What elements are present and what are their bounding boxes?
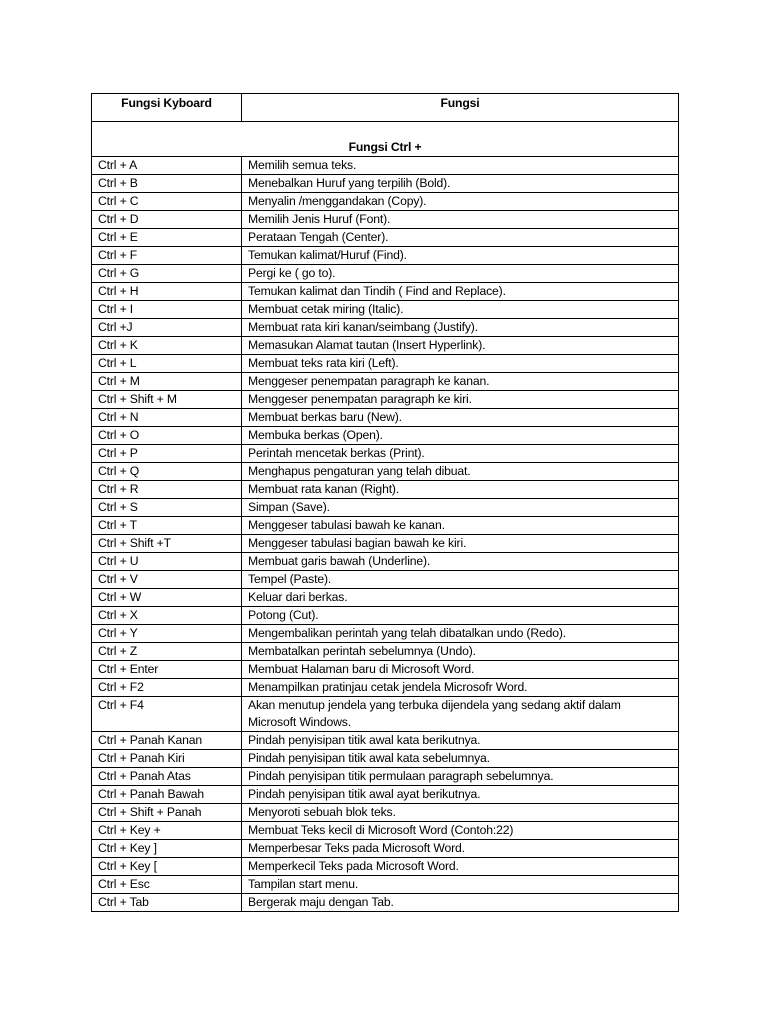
shortcut-key-cell: Ctrl + Z xyxy=(92,643,242,661)
table-row xyxy=(92,894,679,912)
section-title: Fungsi Ctrl + xyxy=(92,122,679,157)
shortcut-key-cell: Ctrl + M xyxy=(92,373,242,391)
shortcut-description-cell: Temukan kalimat/Huruf (Find). xyxy=(242,247,679,265)
shortcut-key-cell: Ctrl + Panah Bawah xyxy=(92,786,242,804)
table-row xyxy=(92,229,679,247)
shortcut-key-cell: Ctrl + V xyxy=(92,571,242,589)
shortcut-key-cell: Ctrl + F2 xyxy=(92,679,242,697)
table-header-row xyxy=(92,94,679,122)
shortcut-description-cell: Pindah penyisipan titik permulaan paragraph sebelumnya. xyxy=(242,768,679,786)
table-row xyxy=(92,697,679,732)
table-row xyxy=(92,589,679,607)
shortcut-description-cell: Menggeser penempatan paragraph ke kanan. xyxy=(242,373,679,391)
shortcut-description-cell: Pindah penyisipan titik awal kata sebelumnya. xyxy=(242,750,679,768)
shortcut-key-cell: Ctrl + K xyxy=(92,337,242,355)
shortcut-key-cell: Ctrl + B xyxy=(92,175,242,193)
shortcut-description-cell: Memilih semua teks. xyxy=(242,157,679,175)
table-row xyxy=(92,211,679,229)
header-function-column: Fungsi xyxy=(242,94,679,122)
table-row xyxy=(92,553,679,571)
table-row xyxy=(92,463,679,481)
shortcut-description-cell: Memilih Jenis Huruf (Font). xyxy=(242,211,679,229)
table-row xyxy=(92,445,679,463)
shortcut-description-cell: Membuat teks rata kiri (Left). xyxy=(242,355,679,373)
table-row xyxy=(92,481,679,499)
shortcut-description-cell: Menyalin /menggandakan (Copy). xyxy=(242,193,679,211)
shortcut-description-cell: Pindah penyisipan titik awal ayat berikutnya. xyxy=(242,786,679,804)
shortcut-description-cell: Membuat Halaman baru di Microsoft Word. xyxy=(242,661,679,679)
table-row xyxy=(92,607,679,625)
table-row xyxy=(92,175,679,193)
shortcut-key-cell: Ctrl + I xyxy=(92,301,242,319)
shortcut-description-cell: Membuat Teks kecil di Microsoft Word (Contoh:22) xyxy=(242,822,679,840)
table-row xyxy=(92,355,679,373)
shortcut-description-cell: Menebalkan Huruf yang terpilih (Bold). xyxy=(242,175,679,193)
shortcut-key-cell: Ctrl + Panah Kiri xyxy=(92,750,242,768)
shortcut-description-cell: Membuat rata kanan (Right). xyxy=(242,481,679,499)
table-row xyxy=(92,840,679,858)
shortcut-description-cell: Keluar dari berkas. xyxy=(242,589,679,607)
shortcut-description-cell: Tampilan start menu. xyxy=(242,876,679,894)
shortcut-key-cell: Ctrl + N xyxy=(92,409,242,427)
table-row xyxy=(92,517,679,535)
shortcut-key-cell: Ctrl + Key + xyxy=(92,822,242,840)
table-row xyxy=(92,427,679,445)
shortcut-key-cell: Ctrl + R xyxy=(92,481,242,499)
shortcut-description-cell: Membatalkan perintah sebelumnya (Undo). xyxy=(242,643,679,661)
table-row xyxy=(92,625,679,643)
shortcut-description-cell: Memasukan Alamat tautan (Insert Hyperlink). xyxy=(242,337,679,355)
table-row xyxy=(92,768,679,786)
shortcut-description-cell: Memperbesar Teks pada Microsoft Word. xyxy=(242,840,679,858)
shortcut-description-cell: Memperkecil Teks pada Microsoft Word. xyxy=(242,858,679,876)
table-row xyxy=(92,319,679,337)
shortcut-key-cell: Ctrl + Panah Atas xyxy=(92,768,242,786)
shortcut-description-cell: Pindah penyisipan titik awal kata berikutnya. xyxy=(242,732,679,750)
shortcut-key-cell: Ctrl + P xyxy=(92,445,242,463)
shortcut-key-cell: Ctrl + Shift + Panah xyxy=(92,804,242,822)
shortcut-key-cell: Ctrl + Y xyxy=(92,625,242,643)
shortcut-key-cell: Ctrl + T xyxy=(92,517,242,535)
shortcut-key-cell: Ctrl + F xyxy=(92,247,242,265)
header-key-column: Fungsi Kyboard xyxy=(92,94,242,122)
shortcut-description-cell: Menggeser penempatan paragraph ke kiri. xyxy=(242,391,679,409)
shortcut-description-cell: Menggeser tabulasi bawah ke kanan. xyxy=(242,517,679,535)
table-row xyxy=(92,786,679,804)
shortcut-key-cell: Ctrl + Esc xyxy=(92,876,242,894)
shortcut-description-cell: Membuka berkas (Open). xyxy=(242,427,679,445)
table-row xyxy=(92,157,679,175)
shortcut-key-cell: Ctrl + S xyxy=(92,499,242,517)
shortcut-key-cell: Ctrl + O xyxy=(92,427,242,445)
shortcut-description-cell: Simpan (Save). xyxy=(242,499,679,517)
table-row xyxy=(92,804,679,822)
table-row xyxy=(92,301,679,319)
table-row xyxy=(92,858,679,876)
shortcut-key-cell: Ctrl + Key ] xyxy=(92,840,242,858)
shortcut-key-cell: Ctrl + D xyxy=(92,211,242,229)
section-row xyxy=(92,122,679,157)
table-row xyxy=(92,535,679,553)
shortcut-table-body xyxy=(92,94,679,912)
shortcut-key-cell: Ctrl + L xyxy=(92,355,242,373)
shortcut-key-cell: Ctrl + U xyxy=(92,553,242,571)
table-row xyxy=(92,337,679,355)
table-row xyxy=(92,732,679,750)
table-row xyxy=(92,876,679,894)
shortcut-description-cell: Perintah mencetak berkas (Print). xyxy=(242,445,679,463)
table-row xyxy=(92,391,679,409)
shortcut-key-cell: Ctrl + Key [ xyxy=(92,858,242,876)
shortcut-description-cell: Akan menutup jendela yang terbuka dijendela yang sedang aktif dalam Microsoft Windows. xyxy=(242,697,679,732)
shortcut-key-cell: Ctrl + H xyxy=(92,283,242,301)
shortcut-description-cell: Mengembalikan perintah yang telah dibatalkan undo (Redo). xyxy=(242,625,679,643)
shortcut-key-cell: Ctrl + W xyxy=(92,589,242,607)
shortcut-key-cell: Ctrl + X xyxy=(92,607,242,625)
shortcut-description-cell: Bergerak maju dengan Tab. xyxy=(242,894,679,912)
table-row xyxy=(92,247,679,265)
shortcut-description-cell: Menampilkan pratinjau cetak jendela Microsofr Word. xyxy=(242,679,679,697)
table-row xyxy=(92,661,679,679)
shortcut-description-cell: Membuat rata kiri kanan/seimbang (Justify). xyxy=(242,319,679,337)
shortcut-description-cell: Tempel (Paste). xyxy=(242,571,679,589)
shortcut-description-cell: Menggeser tabulasi bagian bawah ke kiri. xyxy=(242,535,679,553)
shortcut-table xyxy=(91,93,679,912)
shortcut-key-cell: Ctrl + G xyxy=(92,265,242,283)
table-row xyxy=(92,283,679,301)
shortcut-description-cell: Menyoroti sebuah blok teks. xyxy=(242,804,679,822)
shortcut-key-cell: Ctrl + F4 xyxy=(92,697,242,732)
table-row xyxy=(92,499,679,517)
shortcut-key-cell: Ctrl + C xyxy=(92,193,242,211)
table-row xyxy=(92,643,679,661)
table-row xyxy=(92,409,679,427)
table-row xyxy=(92,373,679,391)
shortcut-description-cell: Pergi ke ( go to). xyxy=(242,265,679,283)
table-row xyxy=(92,679,679,697)
table-row xyxy=(92,822,679,840)
shortcut-description-cell: Membuat cetak miring (Italic). xyxy=(242,301,679,319)
table-row xyxy=(92,750,679,768)
shortcut-description-cell: Perataan Tengah (Center). xyxy=(242,229,679,247)
shortcut-description-cell: Membuat garis bawah (Underline). xyxy=(242,553,679,571)
table-row xyxy=(92,193,679,211)
shortcut-key-cell: Ctrl + E xyxy=(92,229,242,247)
table-row xyxy=(92,571,679,589)
shortcut-key-cell: Ctrl + Enter xyxy=(92,661,242,679)
shortcut-key-cell: Ctrl + Shift +T xyxy=(92,535,242,553)
shortcut-key-cell: Ctrl +J xyxy=(92,319,242,337)
shortcut-description-cell: Membuat berkas baru (New). xyxy=(242,409,679,427)
shortcut-key-cell: Ctrl + A xyxy=(92,157,242,175)
shortcut-key-cell: Ctrl + Panah Kanan xyxy=(92,732,242,750)
shortcut-description-cell: Temukan kalimat dan Tindih ( Find and Replace). xyxy=(242,283,679,301)
shortcut-description-cell: Potong (Cut). xyxy=(242,607,679,625)
shortcut-key-cell: Ctrl + Q xyxy=(92,463,242,481)
table-row xyxy=(92,265,679,283)
shortcut-description-cell: Menghapus pengaturan yang telah dibuat. xyxy=(242,463,679,481)
shortcut-key-cell: Ctrl + Tab xyxy=(92,894,242,912)
shortcut-key-cell: Ctrl + Shift + M xyxy=(92,391,242,409)
